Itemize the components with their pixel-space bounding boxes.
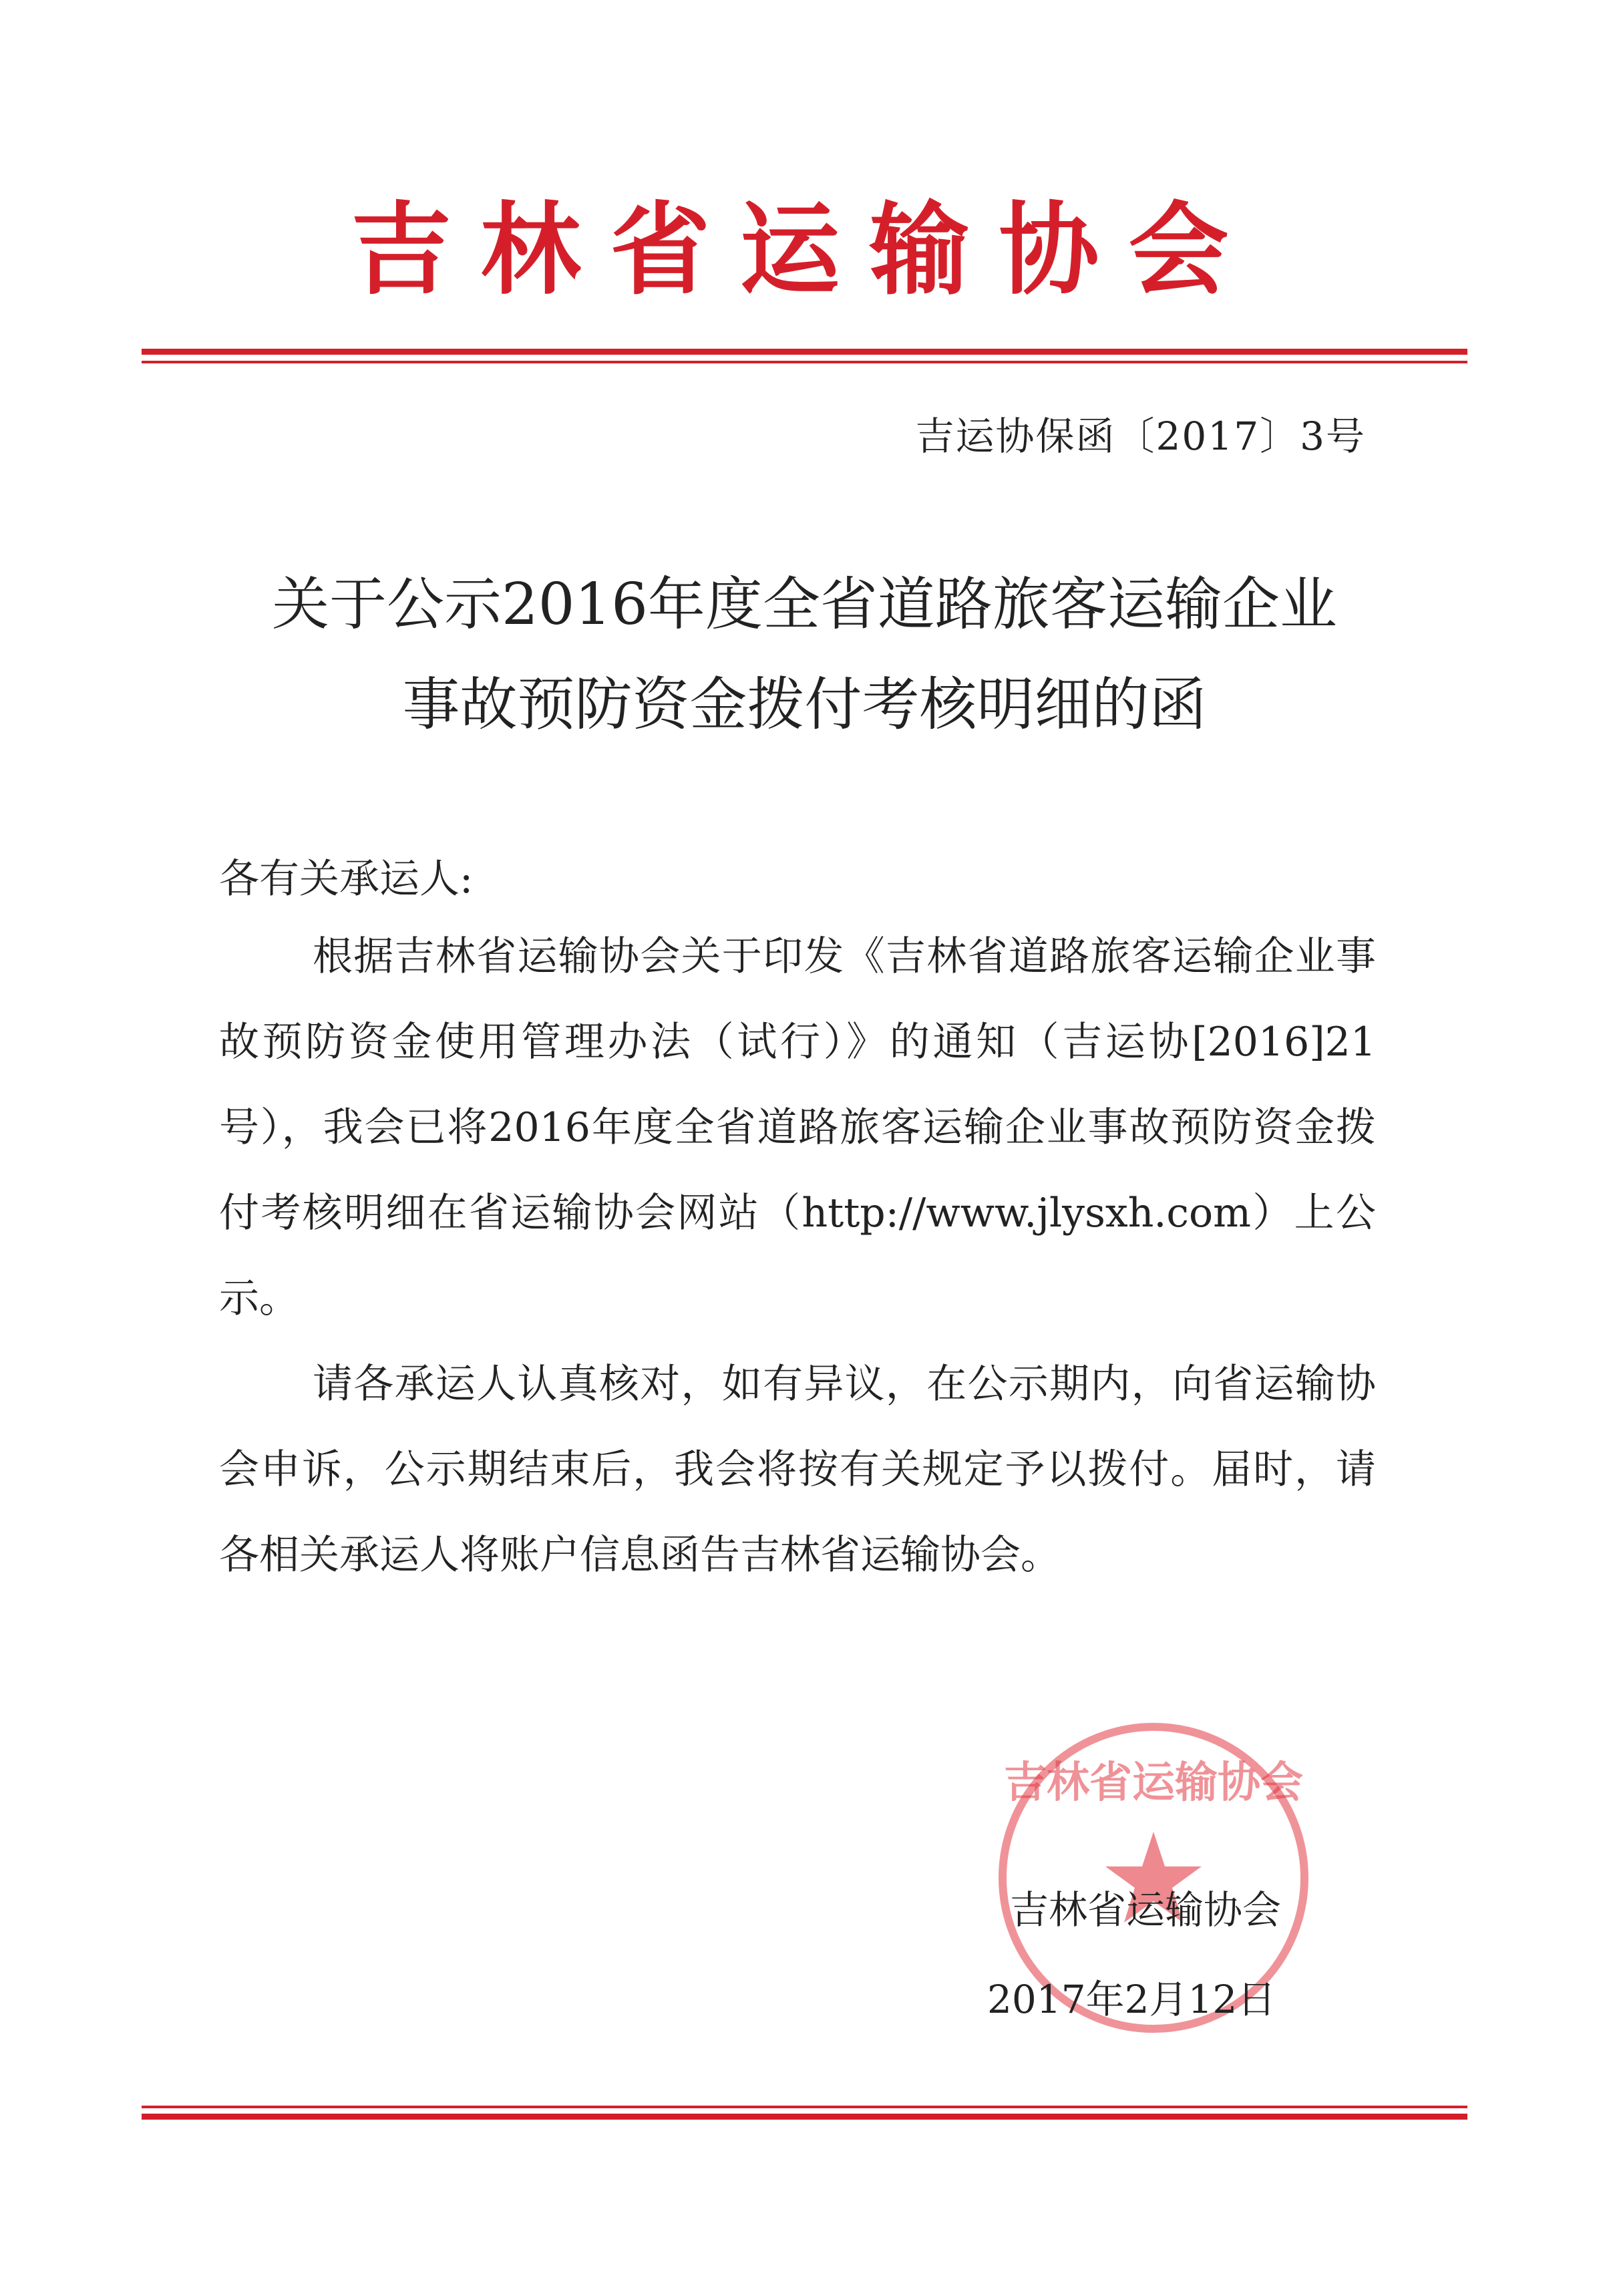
document-title-line1: 关于公示2016年度全省道路旅客运输企业 bbox=[272, 571, 1337, 638]
body-paragraph-2: 请各承运人认真核对，如有异议，在公示期内，向省运输协会申诉，公示期结束后，我会将按有关规定予以拨付。届时，请各相关承运人将账户信息函告吉林省运输协会。 bbox=[219, 1361, 1376, 1579]
svg-text:吉林省运输协会: 吉林省运输协会 bbox=[1004, 1758, 1303, 1808]
letterhead-rule-thick bbox=[142, 349, 1467, 355]
body-paragraph-1: 根据吉林省运输协会关于印发《吉林省道路旅客运输企业事故预防资金使用管理办法（试行）》的通知（吉运协[2016]21号），我会已将2016年度全省道路旅客运输企业事故预防资金拨付考核明细在省运输协会网站（http://www.jlysxh.com）上公示。 bbox=[219, 933, 1376, 1322]
document-title-line2: 事故预防资金拨付考核明细的函 bbox=[402, 671, 1207, 738]
letterhead-rule-thin bbox=[142, 361, 1467, 363]
footer-rule-thin bbox=[142, 2106, 1467, 2108]
signature-date: 2017年2月12日 bbox=[987, 1977, 1276, 2022]
salutation: 各有关承运人: bbox=[219, 856, 474, 903]
signature-organization: 吉林省运输协会 bbox=[1010, 1887, 1282, 1933]
letterhead-title: 吉林省运输协会 bbox=[351, 192, 1258, 309]
footer-rule-thick bbox=[142, 2114, 1467, 2120]
document-number: 吉运协保函〔2017〕3号 bbox=[915, 414, 1366, 459]
